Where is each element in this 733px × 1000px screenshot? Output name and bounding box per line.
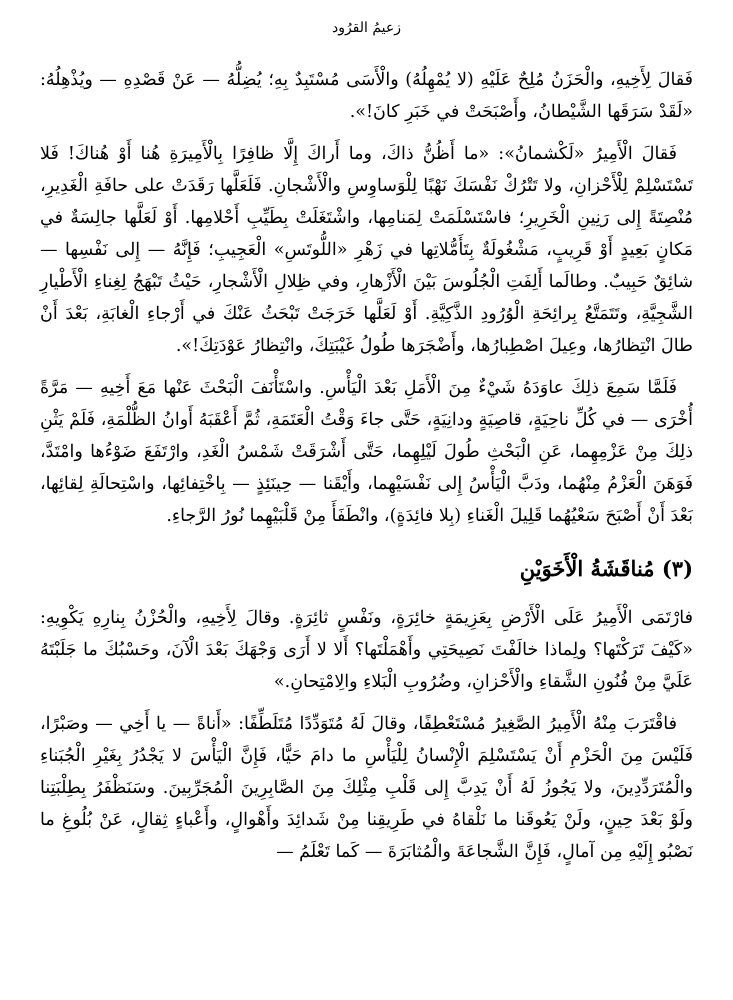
body-text xyxy=(40,64,693,878)
paragraph-3: فَلَمَّا سَمِعَ ذلِكَ عاوَدَهُ شَيْءٌ مِنَ الْأَمَلِ بَعْدَ الْيَأْسِ. واسْتَأْنَفَ الْبَحْثَ عَنْها مَعَ أَخِيهِ — مَرَّةً أُخْرَى — في كُلِّ ناحِيَةٍ، قاصِيَةٍ ودانِيَةٍ، حَتَّى جاءَ وَقْتُ الْعَتَمَةِ، ثُمَّ أَعْقَبَهُ أَوانُ الظُّلْمَةِ، فَلَمْ يَثْنِ ذلِكَ مِنْ عَزْمِهِما، عَنِ الْبَحْثِ طُولَ لَيْلِهِما، حَتَّى أَشْرَقَتْ شَمْسُ الْغَدِ، وارْتَفَعَ ضَوْءُها وامْتَدَّ، فَوَهَنَ الْعَزْمُ مِنْهُما، ودَبَّ الْيَأْسُ إِلى نَفْسَيْهِما، وأَيْقَنا — حِينَئِذٍ — بِاخْتِفائِها، واسْتِحالَةِ لِقائِها، بَعْدَ أَنْ أَصْبَحَ سَعْيُهُما قَلِيلَ الْغَناءِ (بِلا فائِدَةٍ)، وانْطَفَأَ مِنْ قَلْبَيْهِما نُورُ الرَّجاءِ. xyxy=(40,378,693,526)
paragraph-1: فَقالَ لِأَخِيهِ، والْحَزَنُ مُلِحٌ عَلَيْهِ (لا يُمْهِلُهُ) والْأَسَى مُسْتَبِدٌ بِهِ؛ يُضِلُّهُ — عَنْ قَصْدِهِ — ويُذْهِلُهُ: «لَقَدْ سَرَقَها الشَّيْطانُ، وأَصْبَحَتْ في خَبَرِ كانَ!». xyxy=(40,70,693,122)
paragraph-2: فَقالَ الْأَمِيرُ «لَكْشمانُ»: «ما أَظُنُّ ذاكَ، وما أَراكَ إِلَّا ظافِرًا بِالْأَمِيرَةِ هُنا أَوْ هُناكَ! فَلا تَسْتَسْلِمْ لِلْأَحْزانِ، ولا تَتْرُكْ نَفْسَكَ نَهْبًا لِلْوَساوِسِ والْأَشْجانِ. فَلَعَلَّها رَقَدَتْ على حافَةِ الْغَدِيرِ، مُنْصِتَةً إِلى رَنِينِ الْخَرِيرِ؛ فاسْتَسْلَمَتْ لِمَنامِها، واشْتَغَلَتْ بِطَيِّبِ أَحْلامِها. أَوْ لَعَلَّها جالِسَةٌ في مَكانٍ بَعِيدٍ أَوْ قَرِيبٍ، مَشْغُولَةٌ بِتَأَمُّلاتِها في زَهْرِ «اللُّوتَسِ» الْعَجِيبِ؛ فَإِنَّهُ — إِلى نَفْسِها — شائِقٌ حَبِيبٌ. وطالَما أَلِفَتِ الْجُلُوسَ بَيْنَ الْأَزْهارِ، وفي ظِلالِ الْأَشْجارِ، حَيْثُ تَبْهَجُ لِغِناءِ الْأَطْيارِ الشَّجِيَّةِ، وتَتَمَتَّعُ بِرائِحَةِ الْوُرُودِ الذَّكِيَّةِ. أَوْ لَعَلَّها خَرَجَتْ تَبْحَثُ عَنْكَ في أَرْجاءِ الْغابَةِ، بَعْدَ أَنْ طالَ انْتِظارُها، وعِيلَ اصْطِبارُها، وأَضْجَرَها طُولُ غَيْبَتِكَ، وانْتِظارُ عَوْدَتِكَ!». xyxy=(40,144,693,356)
section-heading: (٣) مُناقَشَةُ الْأَخَوَيْنِ xyxy=(519,556,693,581)
running-header: زعيمُ القرُود xyxy=(331,20,402,36)
paragraph-4: فارْتَمَى الْأَمِيرُ عَلَى الْأَرْضِ بِعَزِيمَةٍ خائِرَةٍ، ونَفْسٍ ثائِرَةٍ. وقالَ لِأَخِيهِ، والْحُزْنُ بِنارِهِ يَكْوِيهِ: «كَيْفَ تَرَكْتَها؟ ولِماذا خالَفْتَ نَصِيحَتِي وأَهْمَلْتَها؟ أَلا لا أَرَى وَجْهَكَ بَعْدَ الْآنَ، وحَسْبُكَ ما جَلَبْتَهُ عَلَيَّ مِنْ فُنُونِ الشَّقاءِ والْأَحْزانِ، وضُرُوبِ الْبَلاءِ والِامْتِحانِ.» xyxy=(40,608,693,692)
paragraph-5: فاقْتَرَبَ مِنْهُ الْأَمِيرُ الصَّغِيرُ مُسْتَعْطِفًا، وقالَ لَهُ مُتَوَدِّدًا مُتَلَطِّفًا: «أَناةً — يا أَخِي — وصَبْرًا، فَلَيْسَ مِنَ الْحَزْمِ أَنْ يَسْتَسْلِمَ الْإِنْسانُ لِلْيَأْسِ ما دامَ حَيًّا، فَإِنَّ الْيَأْسَ لا يَجْدُرُ بِغَيْرِ الْجُبَناءِ والْمُتَرَدِّدِينَ، ولا يَجُوزُ لَهُ أَنْ يَدِبَّ إِلى قَلْبِ مِثْلِكَ مِنَ الصَّابِرِينَ الْمُجَرِّبِينَ. وسَنَظْفَرُ بِطِلْبَتِنا ولَوْ بَعْدَ حِينٍ، ولَنْ يَعُوقَنا ما نَلْقاهُ في طَرِيقِنا مِنْ شَدائِدَ وأَهْوالٍ، وأَعْباءٍ ثِقالٍ، عَنْ بُلُوغِ ما نَصْبُو إِلَيْهِ مِن آمالٍ، فَإِنَّ الشَّجاعَةَ والْمُثابَرَةَ — كَما تَعْلَمُ — xyxy=(40,714,693,862)
